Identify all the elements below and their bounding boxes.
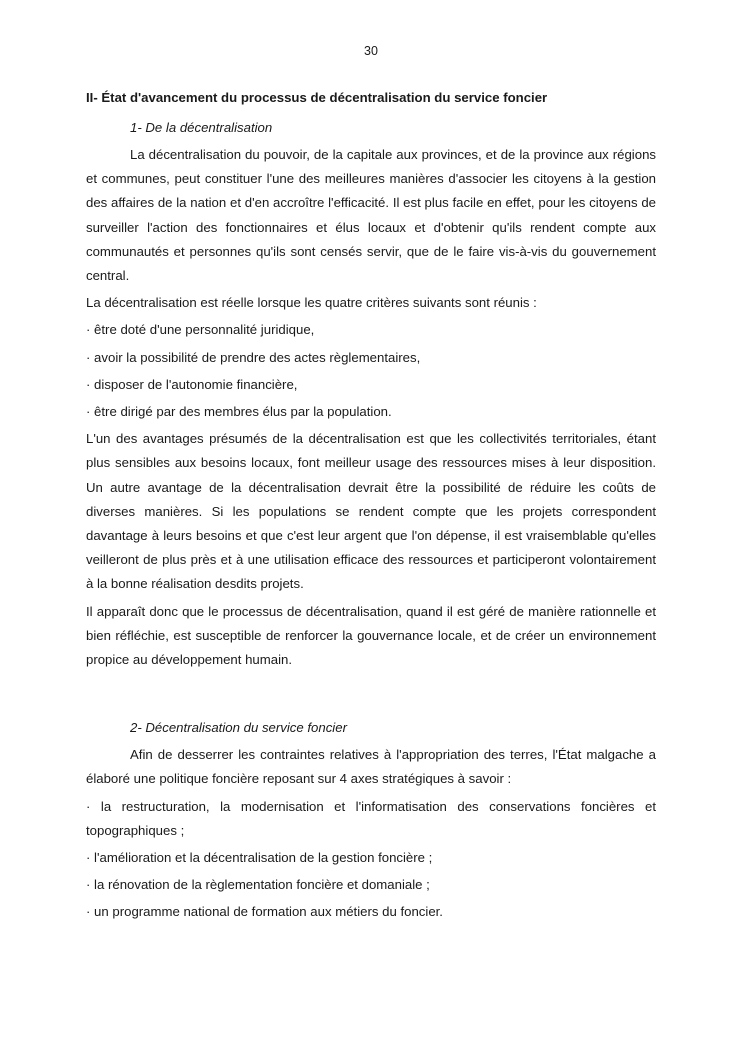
list-item: · être dirigé par des membres élus par la population. [86,404,392,420]
list-item: · l'amélioration et la décentralisation de la gestion foncière ; [86,850,433,866]
list-item: · être doté d'une personnalité juridique, [86,322,315,338]
paragraph-decentralisation-intro: La décentralisation du pouvoir, de la capitale aux provinces, et de la province aux régions et communes, peut constituer l'une des meilleures manières d'associer les citoyens à la gestion des affaires de la nation et d'en accroître l'efficacité. Il est plus facile en effet, pour les citoyens de surveiller l'action des fonctionnaires et élus locaux et d'obtenir qu'ils rendent compte aux communautés et personnes qu'ils sont censés servir, que de le faire vis-à-vis du gouvernement central. [86,147,656,284]
criteria-list [86,318,656,424]
list-item: · avoir la possibilité de prendre des actes règlementaires, [86,349,421,365]
page-number: 30 [364,44,378,58]
paragraph-conclusion: Il apparaît donc que le processus de décentralisation, quand il est géré de manière rationnelle et bien réfléchie, est susceptible de renforcer la gouvernance locale, et de créer un environnement propice au développement humain. [86,603,656,668]
paragraph-criteria-intro: La décentralisation est réelle lorsque les quatre critères suivants sont réunis : [86,295,537,311]
list-item: · la restructuration, la modernisation et l'informatisation des conservations foncières et topographiques ; [86,798,656,838]
paragraph-land-policy: Afin de desserrer les contraintes relatives à l'appropriation des terres, l'État malgache a élaboré une politique foncière reposant sur 4 axes stratégiques à savoir : [86,747,656,787]
strategic-axes-list [86,795,656,925]
paragraph-advantages: L'un des avantages présumés de la décentralisation est que les collectivités territoriales, étant plus sensibles aux besoins locaux, font meilleur usage des ressources mises à leur disposition. Un autre avantage de la décentralisation devrait être la possibilité de réduire les coûts de diverses manières. Si les populations se rendent compte que les projets correspondent davantage à leurs besoins et que c'est leur argent que l'on dépense, il est vraisemblable qu'elles veilleront de plus près et à une utilisation efficace des ressources et participeront volontairement à la bonne réalisation desdits projets. [86,431,656,592]
section-title: II- État d'avancement du processus de décentralisation du service foncier [86,90,548,105]
list-item: · un programme national de formation aux métiers du foncier. [86,904,443,920]
list-item: · disposer de l'autonomie financière, [86,376,298,392]
page-content [86,88,656,925]
subsection-title-service-foncier: 2- Décentralisation du service foncier [130,720,347,736]
subsection-title-decentralisation: 1- De la décentralisation [130,120,273,135]
list-item: · la rénovation de la règlementation foncière et domaniale ; [86,877,430,893]
